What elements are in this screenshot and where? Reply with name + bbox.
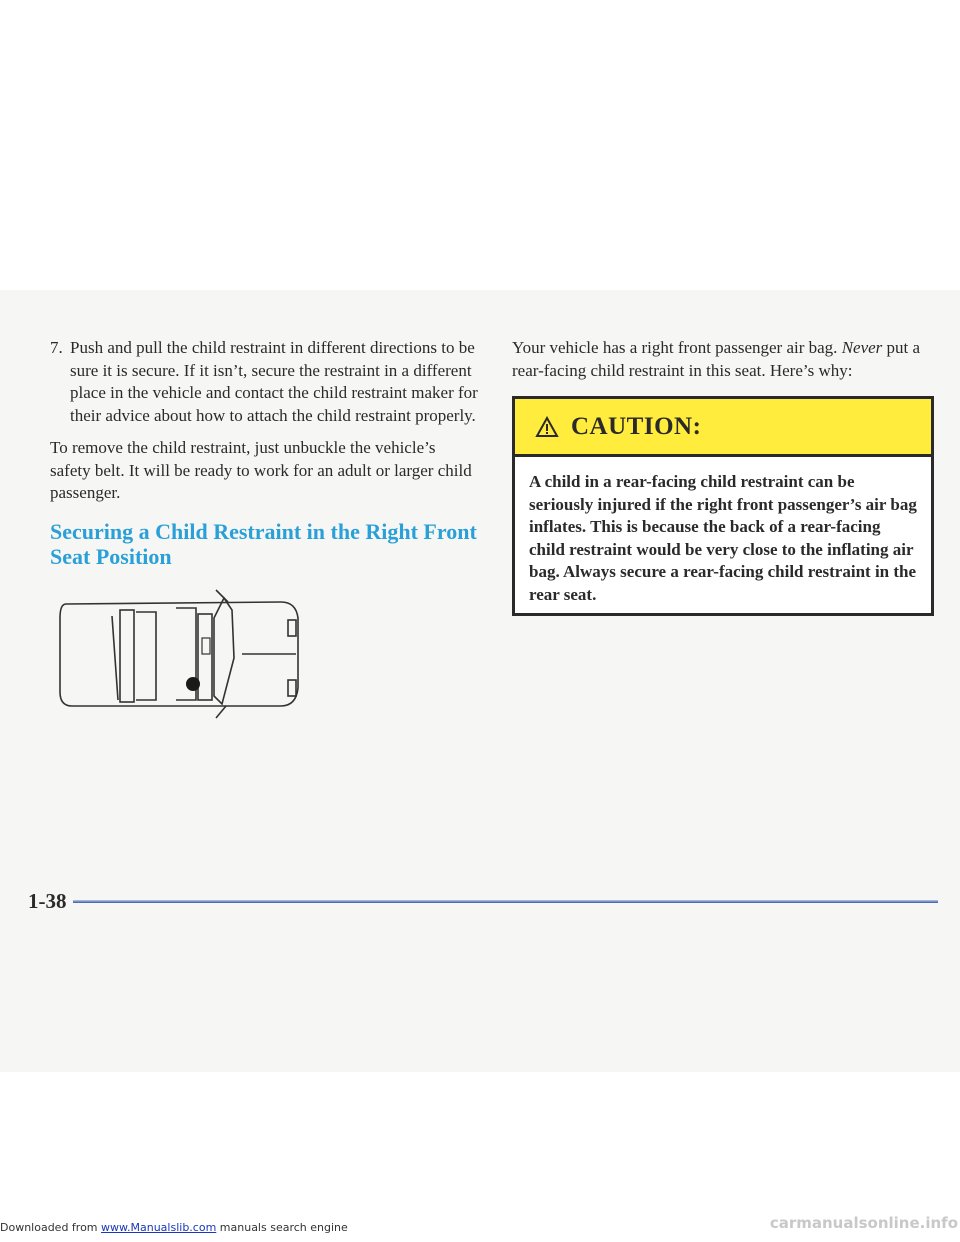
page-number: 1-38 (28, 888, 67, 913)
intro-text-before: Your vehicle has a right front passenger air bag. (512, 338, 838, 357)
footer-rule (73, 900, 939, 903)
download-prefix: Downloaded from (0, 1221, 98, 1234)
page-footer (28, 888, 938, 914)
intro-emphasis: Never (841, 338, 883, 357)
warning-triangle-icon (535, 416, 559, 438)
intro-text-after: put a rear-facing child restraint in this seat. Here’s why: (512, 338, 921, 380)
watermark-logo: carmanualsonline.info (769, 1214, 958, 1232)
caution-title: CAUTION: (571, 412, 702, 440)
vehicle-seat-diagram (56, 588, 308, 720)
manual-page (0, 290, 960, 1072)
step-number: 7. (50, 338, 63, 357)
download-text (0, 1221, 348, 1234)
download-bar (0, 1214, 960, 1242)
right-column (512, 337, 932, 382)
left-column (50, 337, 480, 569)
step-text: Push and pull the child restraint in different directions to be sure it is secure. If it isn’t, secure the restraint in a different place in the vehicle and contact the child restraint maker for their advice about how to attach the child restraint properly. (70, 338, 478, 425)
caution-box (512, 396, 934, 616)
manualslib-link[interactable]: www.Manualslib.com (101, 1221, 217, 1234)
download-suffix: manuals search engine (219, 1221, 348, 1234)
remove-restraint-paragraph: To remove the child restraint, just unbuckle the vehicle’s safety belt. It will be ready to work for an adult or larger child passenger. (50, 438, 472, 502)
step-item (50, 337, 480, 427)
caution-header (515, 399, 931, 457)
caution-text: A child in a rear-facing child restraint can be seriously injured if the right front passenger’s air bag inflates. This is because the back of a rear-facing child restraint would be very close to the inflating air bag. Always secure a rear-facing child restraint in the rear seat. (529, 472, 917, 604)
section-heading: Securing a Child Restraint in the Right Front Seat Position (50, 518, 477, 569)
